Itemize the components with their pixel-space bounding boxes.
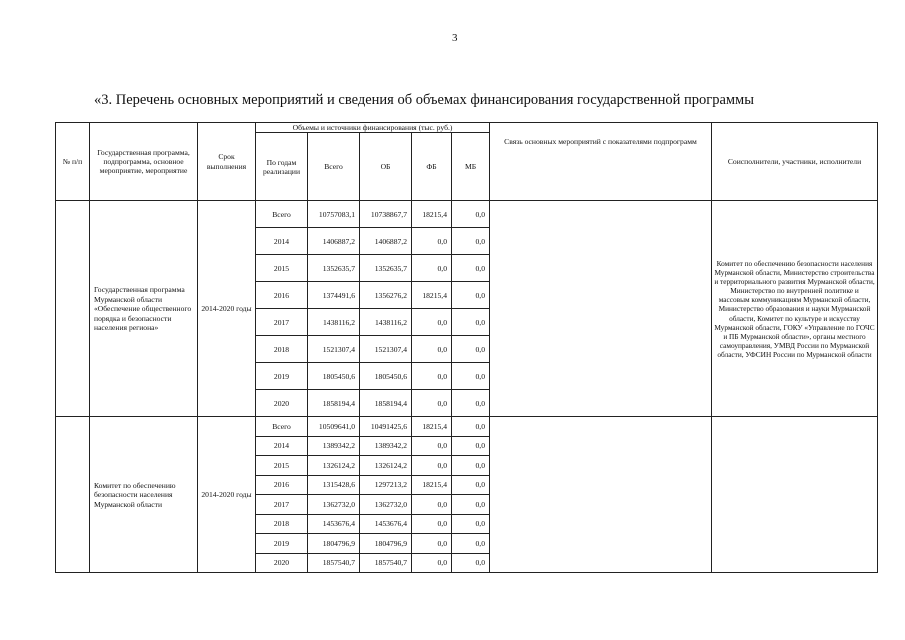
- header-num: № п/п: [56, 123, 90, 201]
- fb-cell: 18215,4: [412, 201, 452, 228]
- header-ob: ОБ: [360, 133, 412, 201]
- total-cell: 1804796,9: [308, 534, 360, 554]
- header-total: Всего: [308, 133, 360, 201]
- ob-cell: 1326124,2: [360, 456, 412, 476]
- header-program: Государственная программа, подпрограмма, основное мероприятие, мероприятие: [90, 123, 198, 201]
- mb-cell: 0,0: [452, 336, 490, 363]
- page-number: 3: [452, 32, 458, 44]
- link-indicators: [490, 201, 712, 417]
- fb-cell: 0,0: [412, 309, 452, 336]
- year-cell: 2016: [256, 475, 308, 495]
- fb-cell: 0,0: [412, 456, 452, 476]
- header-link: Связь основных мероприятий с показателями подпрограмм: [490, 123, 712, 201]
- total-cell: 1374491,6: [308, 282, 360, 309]
- ob-cell: 10738867,7: [360, 201, 412, 228]
- year-cell: 2019: [256, 363, 308, 390]
- fb-cell: 0,0: [412, 553, 452, 573]
- year-cell: 2017: [256, 309, 308, 336]
- year-cell: 2014: [256, 436, 308, 456]
- ob-cell: 1804796,9: [360, 534, 412, 554]
- mb-cell: 0,0: [452, 475, 490, 495]
- fb-cell: 0,0: [412, 228, 452, 255]
- ob-cell: 1389342,2: [360, 436, 412, 456]
- financing-table: [55, 122, 878, 573]
- ob-cell: 1521307,4: [360, 336, 412, 363]
- fb-cell: 0,0: [412, 255, 452, 282]
- total-cell: 1362732,0: [308, 495, 360, 515]
- year-cell: 2014: [256, 228, 308, 255]
- ob-cell: 1858194,4: [360, 390, 412, 417]
- mb-cell: 0,0: [452, 456, 490, 476]
- year-cell: 2015: [256, 255, 308, 282]
- header-term: Срок выполнения: [198, 123, 256, 201]
- header-executors: Соисполнители, участники, исполнители: [712, 123, 878, 201]
- fb-cell: 18215,4: [412, 282, 452, 309]
- executors-list: [712, 417, 878, 573]
- header-mb: МБ: [452, 133, 490, 201]
- ob-cell: 1805450,6: [360, 363, 412, 390]
- link-indicators: [490, 417, 712, 573]
- total-cell: 1406887,2: [308, 228, 360, 255]
- executors-list: Комитет по обеспечению безопасности населения Мурманской области, Министерство строительства и территориального развития Мурманской области, Министерство по внутренней политике и массовым коммуникациям Мурманской области, Министерство образования и науки Мурманской области, Комитет по культуре и искусству Мурманской области, ГОКУ «Управление по ГОЧС и ПБ Мурманской области», органы местного самоуправления, УМВД России по Мурманской области, УФСИН России по Мурманской области: [712, 201, 878, 417]
- mb-cell: 0,0: [452, 436, 490, 456]
- ob-cell: 1297213,2: [360, 475, 412, 495]
- program-name: Государственная программа Мурманской области «Обеспечение общественного порядка и безопасности населения региона»: [90, 201, 198, 417]
- fb-cell: 0,0: [412, 336, 452, 363]
- program-term: 2014-2020 годы: [198, 201, 256, 417]
- mb-cell: 0,0: [452, 390, 490, 417]
- ob-cell: 1453676,4: [360, 514, 412, 534]
- fb-cell: 0,0: [412, 390, 452, 417]
- ob-cell: 1352635,7: [360, 255, 412, 282]
- year-cell: 2020: [256, 553, 308, 573]
- ob-cell: 1356276,2: [360, 282, 412, 309]
- header-fb: ФБ: [412, 133, 452, 201]
- mb-cell: 0,0: [452, 514, 490, 534]
- mb-cell: 0,0: [452, 363, 490, 390]
- year-cell: 2018: [256, 336, 308, 363]
- year-cell: Всего: [256, 201, 308, 228]
- row-num: [56, 201, 90, 417]
- fb-cell: 0,0: [412, 514, 452, 534]
- total-cell: 1857540,7: [308, 553, 360, 573]
- fb-cell: 0,0: [412, 534, 452, 554]
- total-cell: 1326124,2: [308, 456, 360, 476]
- year-cell: 2018: [256, 514, 308, 534]
- total-cell: 10757083,1: [308, 201, 360, 228]
- fb-cell: 18215,4: [412, 417, 452, 437]
- mb-cell: 0,0: [452, 201, 490, 228]
- mb-cell: 0,0: [452, 553, 490, 573]
- total-cell: 1438116,2: [308, 309, 360, 336]
- page-title: «3. Перечень основных мероприятий и сведения об объемах финансирования государственной программы: [94, 92, 754, 108]
- year-cell: 2016: [256, 282, 308, 309]
- ob-cell: 1406887,2: [360, 228, 412, 255]
- fb-cell: 0,0: [412, 495, 452, 515]
- fb-cell: 18215,4: [412, 475, 452, 495]
- ob-cell: 10491425,6: [360, 417, 412, 437]
- total-cell: 1352635,7: [308, 255, 360, 282]
- total-cell: 1453676,4: [308, 514, 360, 534]
- mb-cell: 0,0: [452, 228, 490, 255]
- year-cell: 2020: [256, 390, 308, 417]
- table-row: [56, 201, 878, 228]
- mb-cell: 0,0: [452, 282, 490, 309]
- mb-cell: 0,0: [452, 255, 490, 282]
- row-num: [56, 417, 90, 573]
- program-term: 2014-2020 годы: [198, 417, 256, 573]
- year-cell: 2019: [256, 534, 308, 554]
- header-finance-group: Объемы и источники финансирования (тыс. руб.): [256, 123, 490, 133]
- total-cell: 1521307,4: [308, 336, 360, 363]
- total-cell: 10509641,0: [308, 417, 360, 437]
- total-cell: 1315428,6: [308, 475, 360, 495]
- fb-cell: 0,0: [412, 436, 452, 456]
- total-cell: 1389342,2: [308, 436, 360, 456]
- program-name: Комитет по обеспечению безопасности населения Мурманской области: [90, 417, 198, 573]
- ob-cell: 1857540,7: [360, 553, 412, 573]
- total-cell: 1858194,4: [308, 390, 360, 417]
- total-cell: 1805450,6: [308, 363, 360, 390]
- year-cell: 2017: [256, 495, 308, 515]
- ob-cell: 1362732,0: [360, 495, 412, 515]
- header-by-year: По годам реализации: [256, 133, 308, 201]
- year-cell: 2015: [256, 456, 308, 476]
- mb-cell: 0,0: [452, 495, 490, 515]
- table-row: [56, 417, 878, 437]
- year-cell: Всего: [256, 417, 308, 437]
- mb-cell: 0,0: [452, 417, 490, 437]
- mb-cell: 0,0: [452, 309, 490, 336]
- fb-cell: 0,0: [412, 363, 452, 390]
- mb-cell: 0,0: [452, 534, 490, 554]
- ob-cell: 1438116,2: [360, 309, 412, 336]
